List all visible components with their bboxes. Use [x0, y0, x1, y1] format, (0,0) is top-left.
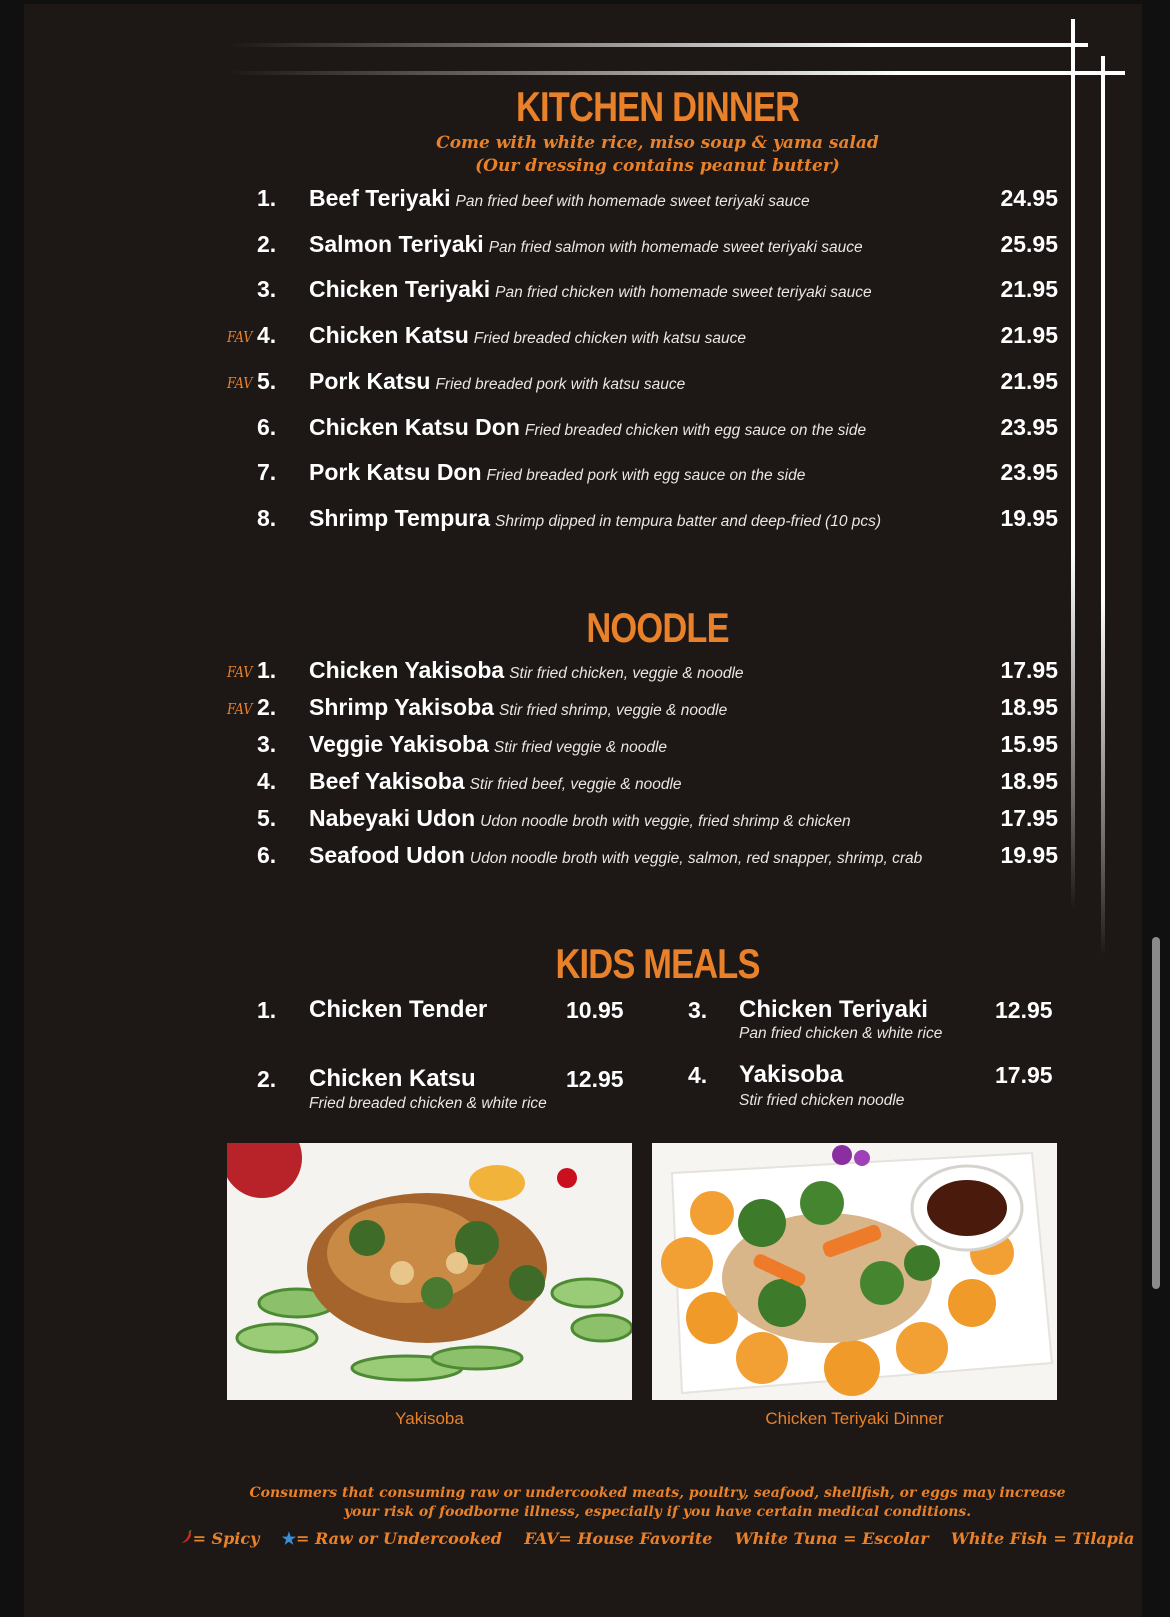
kids-item-number: 4. [688, 1062, 708, 1088]
noodle-item-2 [0, 694, 1170, 728]
star-icon: ★ [281, 1529, 297, 1548]
section-title-noodle: NOODLE [586, 604, 729, 651]
item-number: 6. [257, 842, 277, 868]
legend-white-tuna: White Tuna = Escolar [734, 1529, 929, 1548]
item-price: 17.95 [1000, 805, 1058, 831]
item-name: Seafood Udon [309, 842, 465, 868]
item-line [309, 505, 881, 532]
item-description: Stir fried veggie & noodle [493, 739, 668, 756]
item-number: 4. [257, 768, 277, 794]
item-number: 1. [257, 185, 277, 211]
item-name: Veggie Yakisoba [309, 731, 489, 757]
kitchen-dinner-subtitle-1: Come with white rice, miso soup & yama salad [436, 133, 879, 153]
fav-badge: FAV [227, 373, 253, 392]
item-name: Beef Yakisoba [309, 768, 465, 794]
kids-item-name: Chicken Tender [309, 996, 488, 1023]
section-title-kids-meals: KIDS MEALS [555, 940, 760, 987]
item-name: Pork Katsu [309, 367, 431, 394]
kitchen-dinner-subtitle-2: (Our dressing contains peanut butter) [475, 156, 840, 176]
yakisoba-photo [227, 1143, 632, 1400]
item-name: Salmon Teriyaki [309, 230, 484, 257]
item-line [309, 276, 872, 303]
item-number: 8. [257, 504, 277, 531]
kitchen_dinner-item-4 [0, 322, 1170, 356]
kids-item-number: 1. [257, 997, 277, 1023]
item-number: 1. [257, 657, 277, 683]
kids-item-price: 12.95 [566, 1066, 624, 1092]
kitchen_dinner-item-1 [0, 185, 1170, 219]
legend-raw: = Raw or Undercooked [296, 1529, 502, 1548]
item-description: Udon noodle broth with veggie, salmon, red snapper, shrimp, crab [469, 850, 923, 867]
noodle-item-6 [0, 842, 1170, 876]
item-price: 21.95 [1000, 322, 1058, 349]
item-price: 17.95 [1000, 657, 1058, 683]
item-number: 7. [257, 459, 277, 486]
item-price: 19.95 [1000, 842, 1058, 868]
legend [0, 1529, 1170, 1548]
item-description: Stir fried beef, veggie & noodle [469, 776, 682, 793]
item-description: Fried breaded chicken with katsu sauce [473, 330, 747, 348]
food-safety-notice-line2: your risk of foodborne illness, especially if you have certain medical conditions. [343, 1504, 972, 1520]
item-price: 21.95 [1000, 276, 1058, 303]
kids-item-price: 17.95 [995, 1062, 1053, 1088]
food-safety-notice-line1: Consumers that consuming raw or undercooked meats, poultry, seafood, shellfish, or eggs may increase [249, 1485, 1066, 1501]
chili-pepper-icon [181, 1529, 193, 1548]
item-name: Shrimp Yakisoba [309, 694, 494, 720]
item-description: Udon noodle broth with veggie, fried shrimp & chicken [480, 813, 851, 830]
noodle-item-4 [0, 768, 1170, 802]
legend-spicy: = Spicy [192, 1529, 260, 1548]
item-line [309, 368, 685, 395]
item-name: Nabeyaki Udon [309, 805, 476, 831]
chicken-teriyaki-dinner-photo [652, 1143, 1057, 1400]
kitchen_dinner-item-3 [0, 276, 1170, 310]
item-description: Pan fried chicken with homemade sweet teriyaki sauce [495, 284, 872, 302]
item-line [309, 459, 805, 486]
decorative-line-top [228, 43, 1088, 47]
item-line [309, 322, 746, 349]
item-description: Fried breaded chicken with egg sauce on the side [524, 421, 867, 439]
kids-item-name: Chicken Katsu [309, 1065, 476, 1092]
fav-badge: FAV [227, 663, 253, 681]
item-name: Chicken Teriyaki [309, 276, 491, 303]
item-description: Fried breaded pork with egg sauce on the side [486, 467, 806, 485]
kids-item-description: Stir fried chicken noodle [739, 1092, 905, 1109]
item-price: 24.95 [1000, 185, 1058, 211]
item-number: 2. [257, 694, 277, 720]
item-line [309, 805, 851, 832]
photo-caption-chicken-teriyaki-dinner: Chicken Teriyaki Dinner [765, 1409, 944, 1428]
fav-badge: FAV [227, 700, 253, 718]
item-name: Chicken Yakisoba [309, 657, 505, 683]
item-price: 18.95 [1000, 694, 1058, 720]
item-price: 19.95 [1000, 504, 1058, 531]
item-description: Fried breaded pork with katsu sauce [435, 375, 686, 393]
item-description: Shrimp dipped in tempura batter and deep-fried (10 pcs) [495, 512, 882, 530]
item-line [309, 694, 727, 721]
item-number: 3. [257, 731, 277, 757]
item-line [309, 731, 667, 758]
item-name: Shrimp Tempura [309, 504, 491, 531]
item-line [309, 842, 922, 869]
item-price: 25.95 [1000, 230, 1058, 257]
kitchen_dinner-item-2 [0, 231, 1170, 265]
section-title-kitchen-dinner: KITCHEN DINNER [515, 83, 800, 130]
item-description: Stir fried shrimp, veggie & noodle [498, 702, 728, 719]
kids-item-name: Yakisoba [739, 1061, 844, 1088]
legend-fav: FAV= House Favorite [524, 1529, 713, 1548]
photo-caption-yakisoba: Yakisoba [395, 1409, 464, 1428]
noodle-item-3 [0, 731, 1170, 765]
item-description: Pan fried beef with homemade sweet teriyaki sauce [455, 193, 810, 210]
fav-badge: FAV [227, 328, 253, 347]
item-line [309, 768, 682, 795]
item-line [309, 231, 863, 258]
noodle-item-1 [0, 657, 1170, 691]
item-number: 4. [257, 322, 277, 349]
item-price: 23.95 [1000, 413, 1058, 440]
item-number: 5. [257, 367, 277, 394]
kitchen_dinner-item-8 [0, 505, 1170, 539]
kids-item-description: Fried breaded chicken & white rice [309, 1095, 547, 1112]
item-line [309, 657, 744, 684]
item-name: Chicken Katsu Don [309, 413, 520, 440]
item-price: 21.95 [1000, 367, 1058, 394]
decorative-line-second [228, 71, 1125, 75]
item-number: 6. [257, 413, 277, 440]
kids-item-price: 12.95 [995, 997, 1053, 1023]
kids-item-number: 2. [257, 1066, 277, 1092]
item-name: Beef Teriyaki [309, 185, 451, 211]
item-name: Pork Katsu Don [309, 459, 482, 486]
item-line [309, 185, 810, 212]
item-number: 2. [257, 230, 277, 257]
item-number: 5. [257, 805, 277, 831]
item-price: 18.95 [1000, 768, 1058, 794]
item-line [309, 414, 866, 441]
kitchen_dinner-item-5 [0, 368, 1170, 402]
noodle-item-5 [0, 805, 1170, 839]
scrollbar-thumb[interactable] [1152, 937, 1160, 1289]
kids-item-description: Pan fried chicken & white rice [739, 1025, 943, 1042]
item-price: 15.95 [1000, 731, 1058, 757]
item-description: Pan fried salmon with homemade sweet teriyaki sauce [488, 238, 863, 256]
kids-item-price: 10.95 [566, 997, 624, 1023]
kids-item-name: Chicken Teriyaki [739, 996, 928, 1023]
item-number: 3. [257, 276, 277, 303]
kids-item-number: 3. [688, 997, 708, 1023]
legend-white-fish: White Fish = Tilapia [950, 1529, 1135, 1548]
item-description: Stir fried chicken, veggie & noodle [509, 665, 744, 682]
item-price: 23.95 [1000, 459, 1058, 486]
item-name: Chicken Katsu [309, 322, 469, 349]
kitchen_dinner-item-7 [0, 459, 1170, 493]
kitchen_dinner-item-6 [0, 414, 1170, 448]
